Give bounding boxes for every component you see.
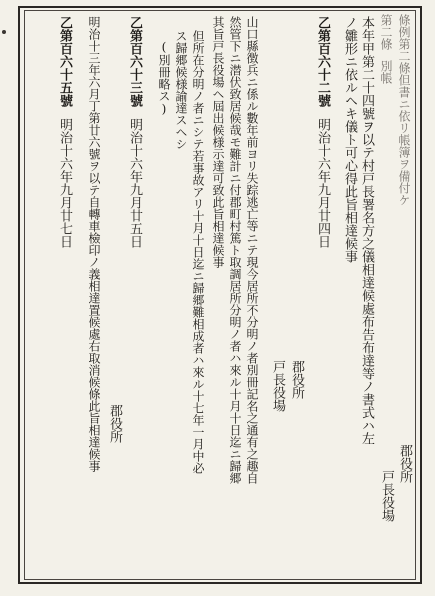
column-3 [343,16,356,263]
column-0-text: 條例第二條但書ニ依リ帳簿ヲ備付ケ [397,14,411,206]
column-2 [360,16,373,445]
notice-162-body-5-text: ス歸郷候様諭達スヘシ [174,30,188,150]
notice-162-body-4 [192,30,204,474]
notice-162-date [316,118,329,248]
column-0-office-text: 郡役所 [397,444,412,483]
binding-hole [2,30,6,34]
column-1-top [380,14,392,50]
column-3-text: ノ雛形ニ依ルヘキ儀ト可心得此旨相達候事 [342,16,357,263]
column-1-top-text: 第二條 [379,14,393,50]
notice-162-office-1-text: 郡役所 [289,360,304,399]
notice-162-body-2-text: 然管下ニ潜伏致居候哉モ難計ニ付郡町村篤ト取調居所分明ノ者ハ來ル十月十日迄ニ歸郷 [228,16,242,484]
notice-163-date [128,118,141,248]
column-1-office-text: 戸長役場 [379,470,394,522]
notice-162-office-1 [290,360,303,399]
notice-162-number [316,16,329,107]
notice-162-body-3 [212,16,224,268]
notice-162-body-1 [246,16,258,484]
column-0-office [398,444,411,483]
notice-162-annex [158,40,170,116]
notice-163-number-text: 乙第百六十三號 [127,16,142,107]
column-2-text: 本年甲第二十四號ヲ以テ村戸長署名方之儀相達候處布告布達等ノ書式ハ左 [359,16,374,445]
notice-165-number-text: 乙第百六十五號 [57,16,72,107]
notice-162-body-2 [229,16,241,484]
notice-162-office-2 [271,360,284,412]
notice-162-body-4-text: 但所在分明ノ者ニシテ若事故アリ十月十日迄ニ歸郷難相成者ハ來ル十七年一月中必 [191,30,205,474]
notice-163-body-text: 明治十三年六月丁第廿六號ヲ以テ自轉車檢印ノ義相達置候處右取消候條此旨相達候事 [87,16,101,472]
notice-162-body-3-text: 其旨戸長役場ヘ屆出候様示達可致此旨相達候事 [211,16,225,268]
notice-163-date-text: 明治十六年九月廿五日 [127,118,142,248]
notice-162-body-1-text: 山口縣徴兵ニ係ル數年前ヨリ失踪逃亡等ニテ現今居所不分明ノ者別冊記名之通有之趣自 [245,16,259,484]
notice-162-annex-text: (別冊略ス) [157,40,171,116]
notice-163-office-text: 郡役所 [107,404,122,443]
notice-163-office [108,404,121,443]
column-0 [398,14,410,206]
notice-162-number-text: 乙第百六十二號 [315,16,330,107]
notice-165-number [58,16,71,107]
notice-162-body-5 [175,30,187,150]
column-1-office [380,470,393,522]
column-1 [380,60,392,84]
notice-165-date [58,118,71,248]
notice-162-office-2-text: 戸長役場 [270,360,285,412]
notice-163-body [88,16,100,472]
column-1-text: 別帳 [379,60,393,84]
notice-165-date-text: 明治十六年九月廿七日 [57,118,72,248]
notice-162-date-text: 明治十六年九月廿四日 [315,118,330,248]
notice-163-number [128,16,141,107]
